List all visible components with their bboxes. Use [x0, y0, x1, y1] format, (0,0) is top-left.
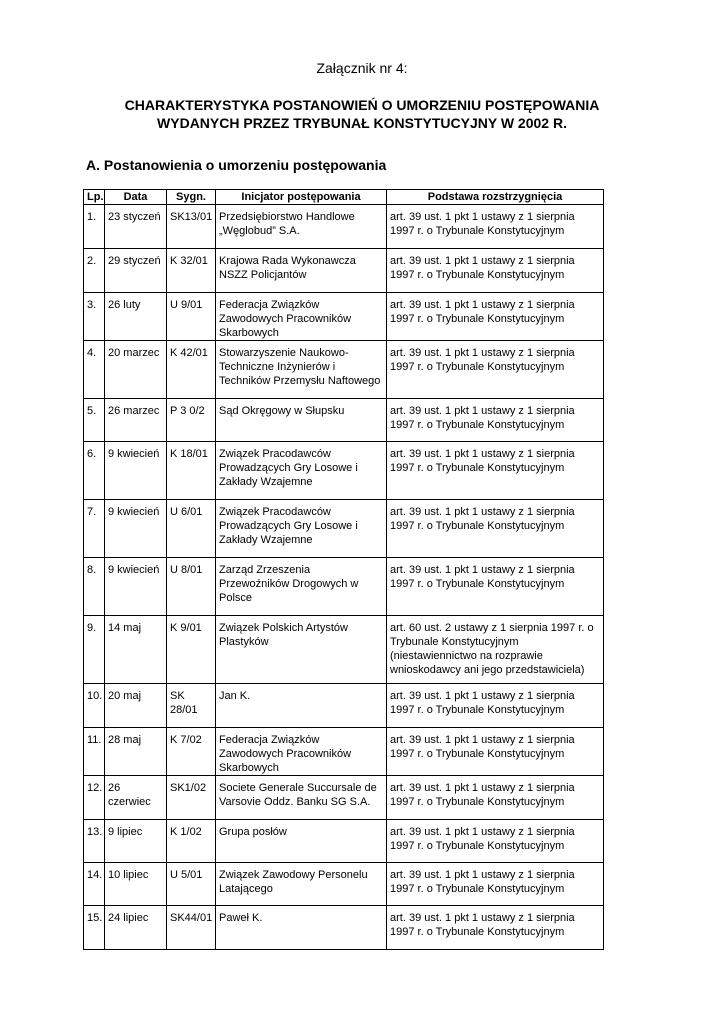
table-row: [84, 906, 604, 950]
table-row: [84, 820, 604, 863]
cell-basis: art. 39 ust. 1 pkt 1 ustawy z 1 sierpnia 1997 r. o Trybunale Konstytucyjnym: [387, 249, 604, 293]
cell-basis: art. 39 ust. 1 pkt 1 ustawy z 1 sierpnia 1997 r. o Trybunale Konstytucyjnym: [387, 293, 604, 341]
cell-signature: SK1/02: [167, 776, 216, 820]
cell-initiator: Grupa posłów: [216, 820, 387, 863]
cell-initiator: Krajowa Rada Wykonawcza NSZZ Policjantów: [216, 249, 387, 293]
column-header-lp: Lp.: [84, 190, 105, 205]
cell-basis: art. 39 ust. 1 pkt 1 ustawy z 1 sierpnia 1997 r. o Trybunale Konstytucyjnym: [387, 863, 604, 906]
cell-basis: art. 39 ust. 1 pkt 1 ustawy z 1 sierpnia 1997 r. o Trybunale Konstytucyjnym: [387, 906, 604, 950]
cell-initiator: Przedsiębiorstwo Handlowe „Węglobud” S.A.: [216, 205, 387, 249]
cell-date: 26 marzec: [105, 399, 167, 442]
cell-basis: art. 39 ust. 1 pkt 1 ustawy z 1 sierpnia 1997 r. o Trybunale Konstytucyjnym: [387, 776, 604, 820]
cell-initiator: Związek Zawodowy Personelu Latającego: [216, 863, 387, 906]
table-row: [84, 442, 604, 500]
cell-lp: 10.: [84, 684, 105, 728]
table-row: [84, 616, 604, 684]
cell-basis: art. 39 ust. 1 pkt 1 ustawy z 1 sierpnia 1997 r. o Trybunale Konstytucyjnym: [387, 500, 604, 558]
cell-initiator: Zarząd Zrzeszenia Przewoźników Drogowych w Polsce: [216, 558, 387, 616]
cell-lp: 14.: [84, 863, 105, 906]
cell-basis: art. 39 ust. 1 pkt 1 ustawy z 1 sierpnia 1997 r. o Trybunale Konstytucyjnym: [387, 684, 604, 728]
cell-initiator: Paweł K.: [216, 906, 387, 950]
cell-date: 9 kwiecień: [105, 500, 167, 558]
cell-lp: 15.: [84, 906, 105, 950]
cell-lp: 9.: [84, 616, 105, 684]
cell-lp: 8.: [84, 558, 105, 616]
cell-date: 9 kwiecień: [105, 442, 167, 500]
cell-basis: art. 39 ust. 1 pkt 1 ustawy z 1 sierpnia 1997 r. o Trybunale Konstytucyjnym: [387, 820, 604, 863]
cell-date: 29 styczeń: [105, 249, 167, 293]
cell-date: 20 maj: [105, 684, 167, 728]
cell-date: 23 styczeń: [105, 205, 167, 249]
cell-lp: 1.: [84, 205, 105, 249]
cell-basis: art. 39 ust. 1 pkt 1 ustawy z 1 sierpnia 1997 r. o Trybunale Konstytucyjnym: [387, 442, 604, 500]
cell-initiator: Związek Pracodawców Prowadzących Gry Losowe i Zakłady Wzajemne: [216, 442, 387, 500]
cell-signature: U 6/01: [167, 500, 216, 558]
cell-signature: U 5/01: [167, 863, 216, 906]
table-row: [84, 500, 604, 558]
cell-signature: SK13/01: [167, 205, 216, 249]
cell-basis: art. 60 ust. 2 ustawy z 1 sierpnia 1997 r. o Trybunale Konstytucyjnym (niestawiennictwo na rozprawie wnioskodawcy ani jego przedstawiciela): [387, 616, 604, 684]
cell-initiator: Federacja Związków Zawodowych Pracowników Skarbowych: [216, 728, 387, 776]
cell-signature: K 1/02: [167, 820, 216, 863]
column-header-initiator: Inicjator postępowania: [216, 190, 387, 205]
cell-signature: K 7/02: [167, 728, 216, 776]
cell-signature: K 9/01: [167, 616, 216, 684]
cell-date: 9 lipiec: [105, 820, 167, 863]
table-row: [84, 399, 604, 442]
cell-signature: P 3 0/2: [167, 399, 216, 442]
cell-initiator: Związek Polskich Artystów Plastyków: [216, 616, 387, 684]
cell-lp: 5.: [84, 399, 105, 442]
cell-basis: art. 39 ust. 1 pkt 1 ustawy z 1 sierpnia 1997 r. o Trybunale Konstytucyjnym: [387, 341, 604, 399]
cell-date: 10 lipiec: [105, 863, 167, 906]
cell-lp: 2.: [84, 249, 105, 293]
table-row: [84, 293, 604, 341]
cell-lp: 4.: [84, 341, 105, 399]
cell-lp: 3.: [84, 293, 105, 341]
cell-signature: U 9/01: [167, 293, 216, 341]
document-title: [0, 96, 724, 132]
column-header-basis: Podstawa rozstrzygnięcia: [387, 190, 604, 205]
cell-basis: art. 39 ust. 1 pkt 1 ustawy z 1 sierpnia 1997 r. o Trybunale Konstytucyjnym: [387, 728, 604, 776]
cell-date: 9 kwiecień: [105, 558, 167, 616]
title-line-2: WYDANYCH PRZEZ TRYBUNAŁ KONSTYTUCYJNY W 2002 R.: [157, 115, 567, 131]
cell-initiator: Societe Generale Succursale de Varsovie Oddz. Banku SG S.A.: [216, 776, 387, 820]
title-line-1: CHARAKTERYSTYKA POSTANOWIEŃ O UMORZENIU POSTĘPOWANIA: [124, 97, 600, 113]
cell-date: 20 marzec: [105, 341, 167, 399]
section-heading: A. Postanowienia o umorzeniu postępowania: [86, 157, 387, 173]
cell-lp: 13.: [84, 820, 105, 863]
cell-lp: 7.: [84, 500, 105, 558]
cell-basis: art. 39 ust. 1 pkt 1 ustawy z 1 sierpnia 1997 r. o Trybunale Konstytucyjnym: [387, 399, 604, 442]
cell-initiator: Federacja Związków Zawodowych Pracowników Skarbowych: [216, 293, 387, 341]
column-header-date: Data: [105, 190, 167, 205]
cell-lp: 6.: [84, 442, 105, 500]
cell-signature: K 18/01: [167, 442, 216, 500]
cell-signature: SK44/01: [167, 906, 216, 950]
cell-signature: U 8/01: [167, 558, 216, 616]
annex-label: Załącznik nr 4:: [316, 60, 408, 76]
cell-initiator: Sąd Okręgowy w Słupsku: [216, 399, 387, 442]
table-row: [84, 684, 604, 728]
table-row: [84, 728, 604, 776]
cell-initiator: Jan K.: [216, 684, 387, 728]
rulings-table: [83, 189, 604, 950]
cell-lp: 12.: [84, 776, 105, 820]
table-row: [84, 341, 604, 399]
cell-initiator: Związek Pracodawców Prowadzących Gry Losowe i Zakłady Wzajemne: [216, 500, 387, 558]
table-row: [84, 558, 604, 616]
cell-date: 24 lipiec: [105, 906, 167, 950]
cell-lp: 11.: [84, 728, 105, 776]
cell-basis: art. 39 ust. 1 pkt 1 ustawy z 1 sierpnia 1997 r. o Trybunale Konstytucyjnym: [387, 558, 604, 616]
cell-date: 26 luty: [105, 293, 167, 341]
cell-date: 26 czerwiec: [105, 776, 167, 820]
table-row: [84, 249, 604, 293]
cell-initiator: Stowarzyszenie Naukowo-Techniczne Inżynierów i Techników Przemysłu Naftowego: [216, 341, 387, 399]
cell-signature: K 42/01: [167, 341, 216, 399]
cell-signature: SK 28/01: [167, 684, 216, 728]
table-header-row: [84, 190, 604, 205]
cell-date: 28 maj: [105, 728, 167, 776]
cell-date: 14 maj: [105, 616, 167, 684]
table-row: [84, 776, 604, 820]
table-row: [84, 205, 604, 249]
cell-signature: K 32/01: [167, 249, 216, 293]
table-row: [84, 863, 604, 906]
cell-basis: art. 39 ust. 1 pkt 1 ustawy z 1 sierpnia 1997 r. o Trybunale Konstytucyjnym: [387, 205, 604, 249]
column-header-signature: Sygn.: [167, 190, 216, 205]
